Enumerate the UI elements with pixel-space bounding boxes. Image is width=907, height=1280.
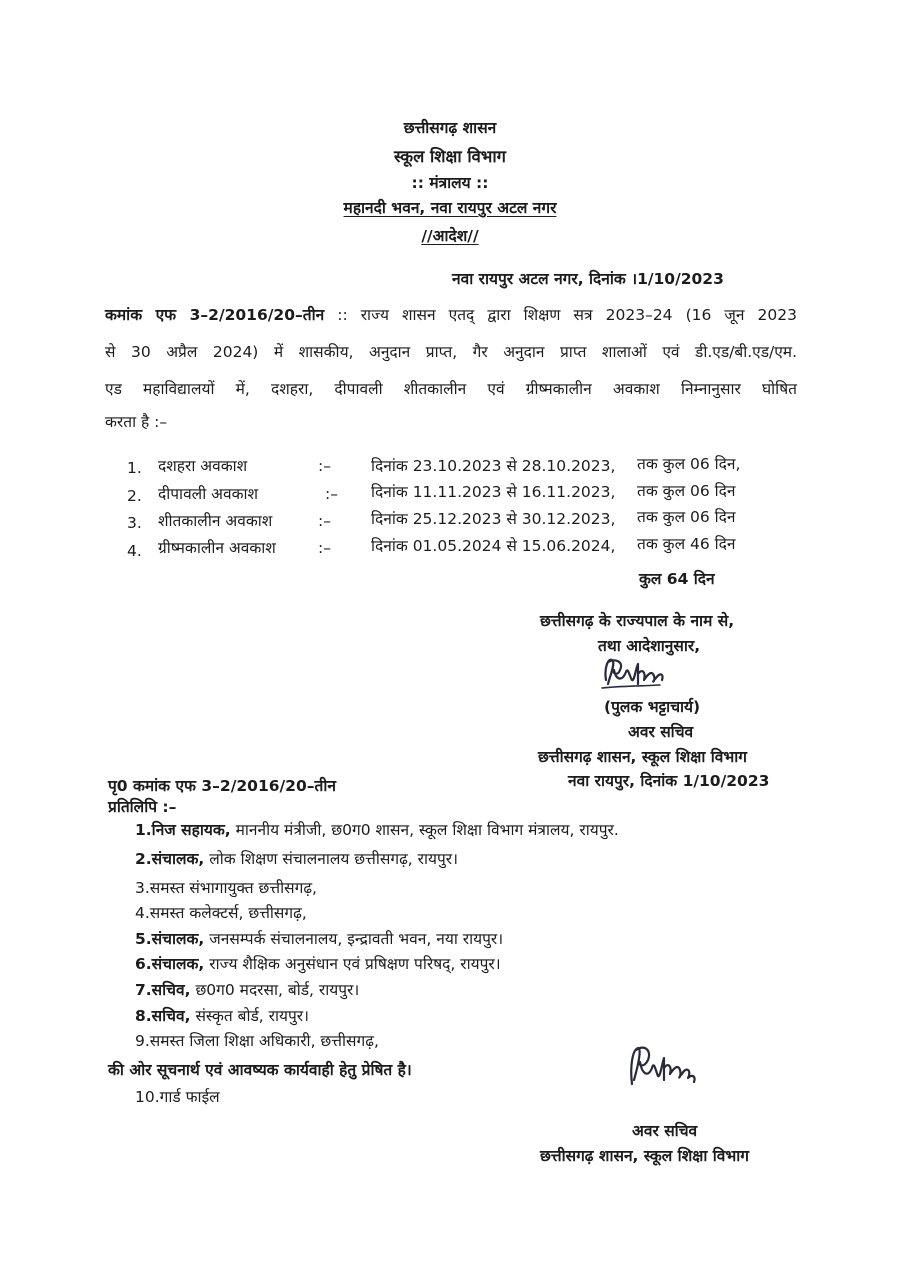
holiday-name: शीतकालीन अवकाश	[158, 512, 273, 530]
header-department: स्कूल शिक्षा विभाग	[394, 147, 506, 166]
copy-recipient: 4.समस्त कलेक्टर्स, छत्तीसगढ़,	[135, 904, 307, 922]
holiday-separator: :–	[325, 485, 338, 503]
holiday-grand-total: कुल 64 दिन	[639, 570, 715, 588]
order-date-line: नवा रायपुर अटल नगर, दिनांक ।1/10/2023	[452, 270, 724, 288]
copy-recipient-guard-file: 10.गार्ड फाईल	[135, 1088, 220, 1106]
footer-designation: अवर सचिव	[632, 1122, 698, 1140]
signatory-department: छत्तीसगढ़ शासन, स्कूल शिक्षा विभाग	[538, 748, 748, 766]
footer-department: छत्तीसगढ़ शासन, स्कूल शिक्षा विभाग	[540, 1147, 750, 1165]
holiday-separator: :–	[318, 512, 331, 530]
endorsement-reference: पृ0 कमांक एफ 3–2/2016/20–तीन	[108, 777, 336, 795]
copy-recipient: 6.संचालक, राज्य शैक्षिक अनुसंधान एवं प्रषिक्षण परिषद्, रायपुर।	[135, 955, 501, 973]
holiday-dates: दिनांक 01.05.2024 से 15.06.2024,	[371, 537, 616, 555]
header-ministry: :: मंत्रालय ::	[411, 174, 489, 192]
header-address: महानदी भवन, नवा रायपुर अटल नगर	[343, 199, 557, 217]
holiday-name: दीपावली अवकाश	[158, 485, 259, 503]
order-paragraph-line-3: एड महाविद्यालयों में, दशहरा, दीपावली शीतकालीन एवं ग्रीष्मकालीन अवकाश निम्नानुसार घोषित	[105, 380, 797, 398]
copy-recipient: 9.समस्त जिला शिक्षा अधिकारी, छत्तीसगढ़,	[135, 1032, 379, 1050]
copy-to-label: प्रतिलिपि :–	[108, 798, 177, 816]
order-reference: कमांक एफ 3–2/2016/20–तीन	[105, 306, 325, 324]
holiday-name: ग्रीष्मकालीन अवकाश	[158, 539, 276, 557]
signatory-date: नवा रायपुर, दिनांक 1/10/2023	[568, 772, 770, 790]
authority-line-1: छत्तीसगढ़ के राज्यपाल के नाम से,	[540, 612, 735, 630]
holiday-number: 4.	[127, 542, 142, 560]
holiday-separator: :–	[318, 539, 331, 557]
holiday-total: तक कुल 46 दिन	[637, 535, 736, 553]
copy-recipient: 5.संचालक, जनसम्पर्क संचालनालय, इन्द्रावती भवन, नया रायपुर।	[135, 930, 504, 948]
holiday-separator: :–	[318, 457, 331, 475]
holiday-total: तक कुल 06 दिन,	[637, 455, 741, 473]
holiday-total: तक कुल 06 दिन	[637, 508, 736, 526]
signature-image	[622, 1040, 702, 1096]
holiday-dates: दिनांक 23.10.2023 से 28.10.2023,	[371, 457, 616, 475]
authority-line-2: तथा आदेशानुसार,	[598, 637, 701, 655]
header-government: छत्तीसगढ़ शासन	[403, 119, 497, 137]
copy-recipient: 1.निज सहायक, माननीय मंत्रीजी, छ0ग0 शासन, स्कूल शिक्षा विभाग मंत्रालय, रायपुर.	[135, 821, 619, 839]
holiday-total: तक कुल 06 दिन	[637, 482, 736, 500]
copy-recipient: 8.सचिव, संस्कृत बोर्ड, रायपुर।	[135, 1007, 309, 1025]
forward-note: की ओर सूचनार्थ एवं आवष्यक कार्यवाही हेतु प्रेषित है।	[108, 1061, 412, 1079]
holiday-number: 2.	[127, 487, 142, 505]
holiday-dates: दिनांक 11.11.2023 से 16.11.2023,	[371, 483, 616, 501]
order-paragraph-line-4: करता है :–	[105, 413, 168, 431]
header-order-title: //आदेश//	[421, 227, 479, 245]
holiday-number: 1.	[127, 459, 142, 477]
order-paragraph-line-1: कमांक एफ 3–2/2016/20–तीन :: राज्य शासन एतद् द्वारा शिक्षण सत्र 2023–24 (16 जून 2023	[105, 306, 797, 324]
order-paragraph-line-2: से 30 अप्रैल 2024) में शासकीय, अनुदान प्राप्त, गैर अनुदान प्राप्त शालाओं एवं डी.एड/बी.एड/एम.	[105, 343, 797, 361]
copy-recipient: 7.सचिव, छ0ग0 मदरसा, बोर्ड, रायपुर।	[135, 981, 360, 999]
holiday-name: दशहरा अवकाश	[158, 457, 248, 475]
signature-image	[598, 650, 678, 696]
holiday-number: 3.	[127, 514, 142, 532]
signatory-designation: अवर सचिव	[628, 723, 694, 741]
copy-recipient: 3.समस्त संभागायुक्त छत्तीसगढ़,	[135, 879, 317, 897]
copy-recipient: 2.संचालक, लोक शिक्षण संचालनालय छत्तीसगढ़, रायपुर।	[135, 850, 459, 868]
signatory-name: (पुलक भट्टाचार्य)	[604, 698, 701, 716]
holiday-dates: दिनांक 25.12.2023 से 30.12.2023,	[371, 510, 616, 528]
